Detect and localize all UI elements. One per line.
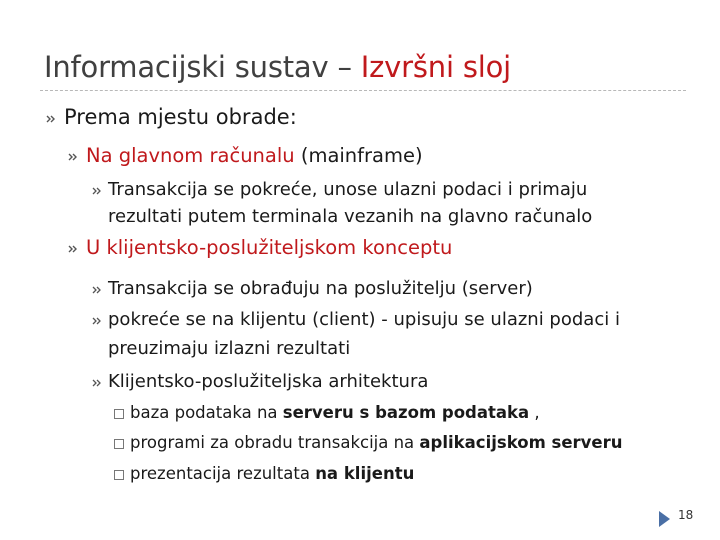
mainframe-sub1-line1: Transakcija se pokreće, unose ulazni podaci i primaju: [108, 179, 588, 200]
mainframe-heading-red: Na glavnom računalu: [86, 144, 295, 167]
clientserver-sub2-line1: pokreće se na klijentu (client) - upisuju se ulazni podaci i: [108, 309, 620, 330]
level4-item: [130, 464, 414, 483]
checkbox-bullet-icon: [114, 409, 124, 419]
level4-plain: prezentacija rezultata: [130, 464, 316, 483]
bullet-arrow-icon: [68, 152, 78, 162]
clientserver-heading-text: U klijentsko-poslužiteljskom konceptu: [86, 236, 453, 259]
slide-title-main: Informacijski sustav –: [44, 50, 361, 84]
level4-tail: ,: [529, 403, 540, 422]
level4-plain: programi za obradu transakcija na: [130, 433, 420, 452]
level4-bold: serveru s bazom podataka: [282, 403, 530, 422]
clientserver-heading: [86, 236, 452, 259]
clientserver-sub2-line2: preuzimaju izlazni rezultati: [108, 338, 351, 359]
clientserver-sub3: Klijentsko-poslužiteljska arhitektura: [108, 371, 429, 392]
slide-title: [44, 50, 511, 84]
mainframe-sub1-line2: rezultati putem terminala vezanih na glavno računalo: [108, 206, 593, 227]
bullet-arrow-icon: [92, 186, 102, 196]
level4-item: [130, 403, 540, 422]
bullet-arrow-icon: [92, 378, 102, 388]
bullet-arrow-icon: [46, 114, 56, 124]
level1-item: Prema mjestu obrade:: [64, 105, 297, 129]
title-divider: [40, 90, 686, 91]
checkbox-bullet-icon: [114, 439, 124, 449]
mainframe-heading-rest: (mainframe): [294, 144, 423, 167]
level4-bold: aplikacijskom serveru: [419, 433, 623, 452]
level4-item: [130, 433, 622, 452]
page-arrow-icon: [658, 510, 672, 532]
level4-plain: baza podataka na: [130, 403, 283, 422]
page-number: 18: [678, 508, 694, 522]
bullet-arrow-icon: [92, 285, 102, 295]
mainframe-heading: [86, 144, 423, 167]
level4-bold: na klijentu: [315, 464, 415, 483]
checkbox-bullet-icon: [114, 470, 124, 480]
clientserver-sub1: Transakcija se obrađuju na poslužitelju (server): [108, 278, 533, 299]
slide-title-accent: Izvršni sloj: [360, 50, 511, 84]
bullet-arrow-icon: [68, 244, 78, 254]
bullet-arrow-icon: [92, 316, 102, 326]
